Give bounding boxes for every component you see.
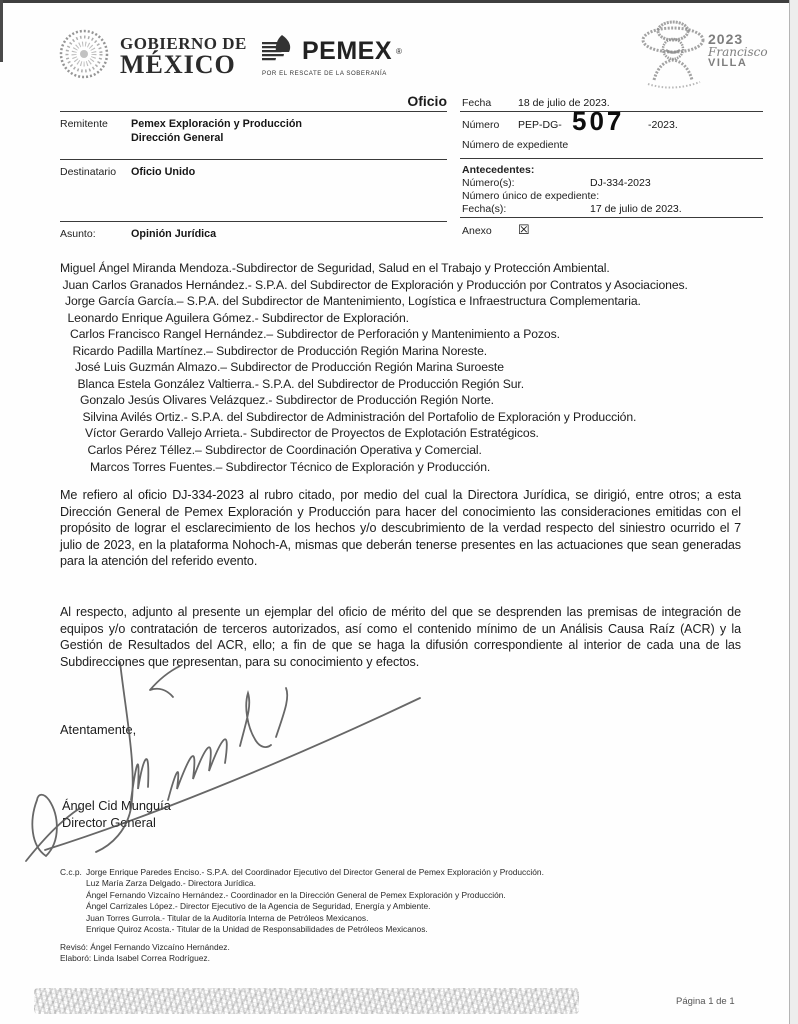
ccp-entry: Ángel Fernando Vizcaíno Hernández.- Coordinador en la Dirección General de Pemex Exploración y Producción. (86, 889, 506, 900)
fecha-value: 18 de julio de 2023. (518, 97, 610, 109)
anexo-label: Anexo (462, 225, 492, 237)
recipient-line: Carlos Pérez Téllez.– Subdirector de Coordinación Operativa y Comercial. (87, 443, 482, 458)
villa-year: 2023 (708, 31, 744, 47)
recipient-line: Blanca Estela González Valtierra.- S.P.A. del Subdirector de Producción Región Sur. (77, 376, 524, 391)
mexico-eagle-seal-icon (58, 28, 110, 85)
asunto-value: Opinión Jurídica (131, 228, 217, 240)
ccp-entry: Enrique Quiroz Acosta.- Titular de la Unidad de Responsabilidades de Petróleos Mexicanos. (86, 924, 428, 935)
scan-right-edge-band (789, 0, 798, 1024)
signer-title: Director General (62, 815, 156, 830)
numero-label: Número (462, 119, 500, 131)
page-number: Página 1 de 1 (676, 996, 735, 1007)
recipient-line: Leonardo Enrique Aguilera Gómez.- Subdirector de Exploración. (67, 310, 409, 325)
ccp-entry: Ángel Carrizales López.- Director Ejecutivo de la Agencia de Seguridad, Energía y Ambiente. (86, 901, 431, 912)
destinatario-label: Destinatario (60, 166, 117, 178)
antecedentes-label: Antecedentes: (462, 164, 535, 176)
numero-prefix: PEP-DG- (518, 119, 562, 131)
signer-name: Ángel Cid Munguía (62, 798, 171, 813)
pemex-logo (262, 34, 412, 77)
registered-mark: ® (396, 47, 402, 56)
remitente-line1: Pemex Exploración y Producción (131, 118, 303, 130)
recipient-line: Marcos Torres Fuentes.– Subdirector Técnico de Exploración y Producción. (90, 459, 491, 474)
recipient-line: Carlos Francisco Rangel Hernández.– Subdirector de Perforación y Mantenimiento a Pozos. (70, 327, 560, 342)
ccp-entry: Jorge Enrique Paredes Enciso.- S.P.A. del Coordinador Ejecutivo del Director General de Pemex Exploración y Producción. (86, 867, 544, 877)
salutation: Atentamente, (60, 722, 137, 737)
scan-top-edge (0, 0, 798, 3)
francisco-villa-2023-badge (636, 18, 786, 90)
signer-block (62, 797, 171, 831)
remitente-line2: Dirección General (131, 132, 224, 145)
rule-left-2 (60, 159, 447, 160)
rule-left-3 (60, 221, 447, 222)
body-paragraph-1: Me refiero al oficio DJ-334-2023 al rubro citado, por medio del cual la Directora Jurídica, se dirigió, entre otros; a esta Dirección General de Pemex Exploración y Producción para hacer del conocimiento las consideraciones emitidas con el propósito de lograr el esclarecimiento de los hechos y/o descubrimiento de la verdad respecto del siniestro ocurrido el 7 julio de 2023, en la plataforma Nohoch-A, mismas que deberán tenerse presentes en las actuaciones que sean generadas para la atención del referido evento. (60, 488, 741, 569)
villa-surname: VILLA (708, 57, 748, 69)
expediente-label: Número de expediente (462, 139, 569, 151)
ccp-entry: Luz María Zarza Delgado.- Directora Jurídica. (86, 878, 256, 889)
review-block (60, 942, 230, 965)
villa-first-name: Francisco (708, 45, 768, 59)
gobierno-mexico-logo (58, 28, 247, 85)
reviso-line: Revisó: Ángel Fernando Vizcaíno Hernández. (60, 942, 230, 952)
mexico-text: MÉXICO (120, 49, 236, 79)
ccp-entry: Juan Torres Gurrola.- Titular de la Auditoría Interna de Petróleos Mexicanos. (86, 912, 369, 923)
recipient-line: Juan Carlos Granados Hernández.- S.P.A. del Subdirector de Exploración y Producción por Contratos y Asociaciones. (62, 277, 688, 292)
recipient-line: Silvina Avilés Ortiz.- S.P.A. del Subdirector de Administración del Portafolio de Exploración y Producción. (82, 409, 637, 424)
numero-suffix: -2023. (648, 119, 678, 131)
fechas-label: Fecha(s): (462, 203, 507, 215)
recipient-line: Ricardo Padilla Martínez.– Subdirector de Producción Región Marina Noreste. (72, 343, 488, 358)
destinatario-value: Oficio Unido (131, 166, 196, 178)
numero-stamp: 507 (572, 106, 625, 136)
rule-right-3 (460, 217, 763, 218)
recipient-line: José Luis Guzmán Almazo.– Subdirector de Producción Región Marina Suroeste (75, 360, 504, 375)
elaboro-line: Elaboró: Linda Isabel Correa Rodríguez. (60, 953, 210, 964)
villa-badge-text (708, 32, 768, 69)
gobierno-mexico-wordmark (120, 35, 247, 79)
doc-type-label: Oficio (407, 93, 447, 109)
ccp-block (60, 867, 544, 935)
fechas-value: 17 de julio de 2023. (590, 203, 682, 215)
numero-unico-label: Número único de expediente: (462, 190, 600, 202)
pemex-tagline: POR EL RESCATE DE LA SOBERANÍA (262, 70, 387, 77)
ccp-label: C.c.p. (60, 867, 82, 877)
anexo-checked-checkbox: ☒ (518, 222, 530, 237)
fecha-label: Fecha (462, 97, 492, 109)
asunto-label: Asunto: (60, 228, 96, 240)
antecedentes-numeros-value: DJ-334-2023 (590, 177, 651, 189)
recipient-line: Jorge García García.– S.P.A. del Subdirector de Mantenimiento, Logística e Infraestructura Complementaria. (65, 294, 641, 309)
footer-scan-smudge (34, 988, 579, 1014)
recipient-line: Víctor Gerardo Vallejo Arrieta.- Subdirector de Proyectos de Explotación Estratégicos. (85, 426, 539, 441)
rule-right-2 (460, 158, 763, 159)
body-paragraph-2: Al respecto, adjunto al presente un ejemplar del oficio de mérito del que se desprenden las premisas de integración de equipos y/o contratación de terceros autorizados, así como el contenido mínimo de un Análisis Causa Raíz (ACR) y la Gestión de Resultados del ACR, ello; a fin de que se haga la difusión correspondiente al interior de cada una de las Subdirecciones que representan, para su conocimiento y efectos. (60, 605, 741, 669)
remitente-value (131, 117, 302, 145)
rule-left-1 (60, 111, 447, 112)
antecedentes-numeros-label: Número(s): (462, 177, 515, 189)
recipients-list (60, 260, 766, 475)
remitente-label: Remitente (60, 118, 108, 130)
pemex-eagle-icon (262, 34, 298, 69)
scan-left-edge (0, 0, 3, 62)
recipient-line: Miguel Ángel Miranda Mendoza.-Subdirector de Seguridad, Salud en el Trabajo y Protección Ambiental. (60, 261, 610, 275)
francisco-villa-portrait-icon (636, 77, 711, 94)
gobierno-de-text: GOBIERNO DE (120, 33, 247, 53)
ccp-entries (86, 867, 544, 935)
recipient-line: Gonzalo Jesús Olivares Velázquez.- Subdirector de Producción Región Norte. (80, 393, 494, 408)
pemex-wordmark: PEMEX (302, 37, 393, 65)
